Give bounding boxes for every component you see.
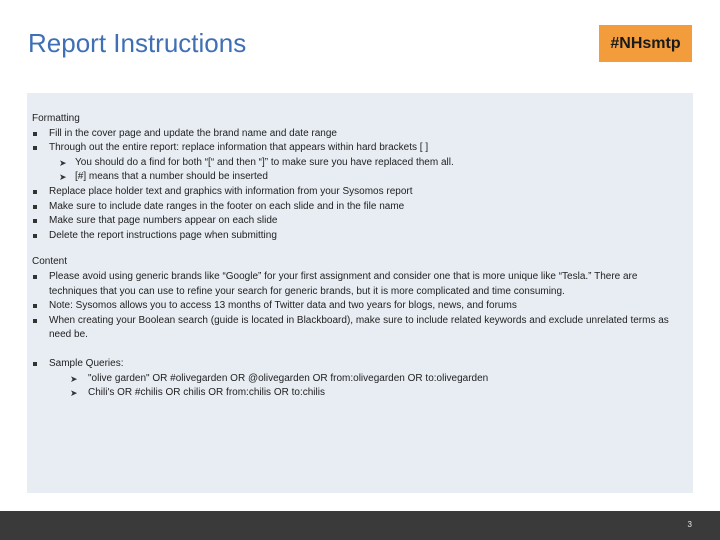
list-item-text: Make sure to include date ranges in the footer on each slide and in the file name (49, 200, 405, 212)
list-item-text: When creating your Boolean search (guide is located in Blackboard), make sure to include related keywords and exclude unrelated terms as need be. (49, 314, 669, 341)
sub-list-item-text: [#] means that a number should be inserted (75, 171, 268, 183)
footer-bar (0, 511, 720, 540)
sample-query-text: Chili's OR #chilis OR chilis OR from:chilis OR to:chilis (88, 387, 325, 399)
sub-list-item (32, 156, 688, 171)
sample-query-item (32, 386, 688, 401)
content-list (32, 270, 688, 401)
list-item-text: Sample Queries: (49, 357, 124, 369)
list-item-text: Fill in the cover page and update the brand name and date range (49, 127, 337, 139)
list-item (32, 229, 688, 244)
list-item-text: Delete the report instructions page when submitting (49, 229, 277, 241)
arrow-bullet-icon: ➤ (70, 373, 78, 384)
spacer (32, 343, 688, 357)
bullet-icon (33, 219, 37, 223)
list-item (32, 357, 688, 372)
bullet-icon (33, 319, 37, 323)
instructions-content (32, 112, 688, 401)
list-item (32, 127, 688, 142)
bullet-icon (33, 132, 37, 136)
sample-query-item (32, 372, 688, 387)
arrow-bullet-icon: ➤ (59, 157, 67, 168)
bullet-icon (33, 304, 37, 308)
arrow-bullet-icon: ➤ (59, 172, 67, 183)
list-item-text: Please avoid using generic brands like “Google” for your first assignment and consider one that is more unique like “Tesla.” There are techniques that you can use to refine your search for generic brands, but it is more complicated and time consuming. (49, 270, 638, 297)
list-item (32, 270, 688, 299)
arrow-bullet-icon: ➤ (70, 388, 78, 399)
bullet-icon (33, 234, 37, 238)
list-item-text: Replace place holder text and graphics with information from your Sysomos report (49, 185, 413, 197)
page-number: 3 (687, 520, 692, 529)
bullet-icon (33, 205, 37, 209)
list-item (32, 200, 688, 215)
content-heading: Content (32, 256, 68, 268)
bullet-icon (33, 190, 37, 194)
list-item (32, 185, 688, 200)
bullet-icon (33, 275, 37, 279)
formatting-list (32, 127, 688, 244)
list-item-text: Through out the entire report: replace information that appears within hard brackets [ ] (49, 142, 429, 154)
list-item (32, 214, 688, 229)
spacer (32, 243, 688, 255)
bullet-icon (33, 146, 37, 150)
list-item-text: Note: Sysomos allows you to access 13 months of Twitter data and two years for blogs, news, and forums (49, 300, 517, 312)
sub-list-item (32, 170, 688, 185)
list-item (32, 299, 688, 314)
list-item-text: Make sure that page numbers appear on each slide (49, 215, 278, 227)
sub-list-item-text: You should do a find for both “[“ and then “]” to make sure you have replaced them all. (75, 156, 454, 168)
list-item (32, 141, 688, 156)
formatting-heading: Formatting (32, 113, 80, 124)
hashtag-badge: #NHsmtp (599, 25, 692, 62)
list-item (32, 314, 688, 343)
sample-query-text: "olive garden" OR #olivegarden OR @olivegarden OR from:olivegarden OR to:olivegarden (88, 372, 489, 384)
page-title: Report Instructions (28, 28, 247, 58)
bullet-icon (33, 362, 37, 366)
